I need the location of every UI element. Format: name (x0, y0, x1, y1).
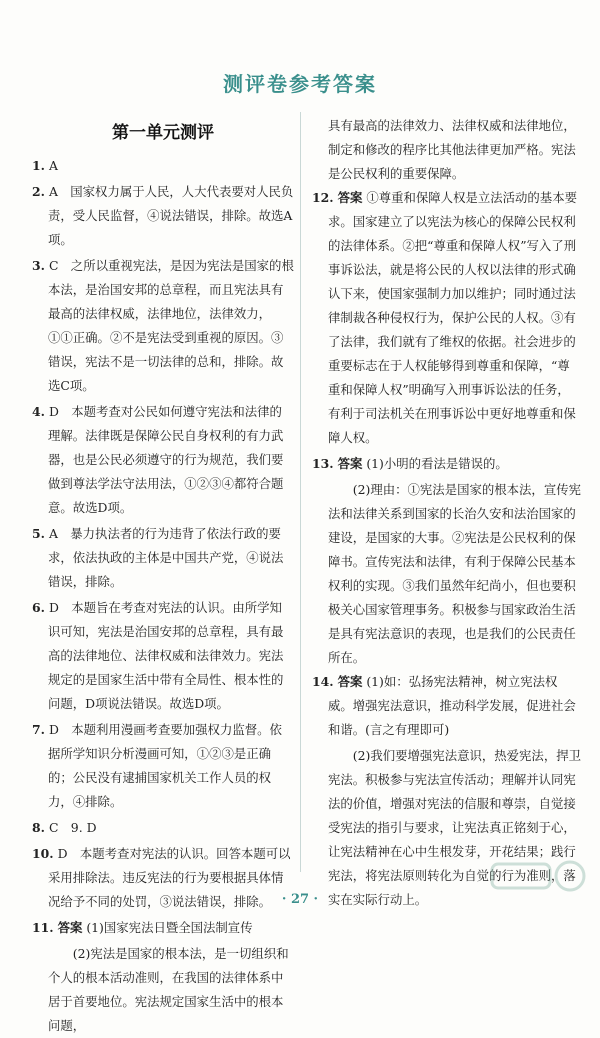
question-number: 12. (312, 190, 334, 205)
answer-label: 答案 (57, 920, 83, 935)
question-number: 11. (32, 920, 54, 935)
question-number: 6. (32, 600, 45, 615)
question-number: 4. (32, 404, 45, 419)
answer-continuation: 具有最高的法律效力、法律权威和法律地位，制定和修改的程序比其他法律更加严格。宪法是公民权利的重要保障。 (328, 118, 576, 181)
answer-item (32, 180, 294, 252)
answer-text: (1)国家宪法日暨全国法制宣传 (86, 920, 253, 935)
answer-text: C 之所以重视宪法，是因为宪法是国家的根本法，是治国安邦的总章程，而且宪法具有最高的法律权威，法律地位，法律效力，①①正确。②不是宪法受到重视的原因。③错误，宪法不是一切法律的总和，排除。故选C项。 (48, 258, 294, 393)
answer-text: C 9. D (48, 820, 97, 835)
answer-item (32, 816, 294, 840)
page-title: 测评卷参考答案 (223, 72, 377, 96)
answer-text: A 暴力执法者的行为违背了依法行政的要求，依法执政的主体是中国共产党，④说法错误，排除。 (48, 526, 284, 589)
answer-item (32, 596, 294, 716)
question-number: 1. (32, 158, 45, 173)
answer-paragraph: (2)宪法是国家的根本法，是一切组织和个人的根本活动准则，在我国的法律体系中居于首要地位。宪法规定国家生活中的根本问题， (48, 946, 289, 1033)
answer-label: 答案 (337, 190, 363, 205)
answer-item (32, 916, 294, 940)
answer-text: (1)如：弘扬宪法精神，树立宪法权威。增强宪法意识，推动科学发展，促进社会和谐。(言之有理即可) (328, 674, 576, 737)
answer-item (32, 522, 294, 594)
answer-label: 答案 (337, 456, 363, 471)
answer-text: D 本题利用漫画考查要加强权力监督。依据所学知识分析漫画可知，①②③是正确的；公民没有逮捕国家机关工作人员的权力，④排除。 (48, 722, 282, 809)
question-number: 5. (32, 526, 45, 541)
answer-paragraph: (2)理由：①宪法是国家的根本法，宣传宪法和法律关系到国家的长治久安和法治国家的建设，是国家的大事。②宪法是公民权利的保障书。宣传宪法和法律，有利于保障公民基本权利的实现。③我们虽然年纪尚小，但也要积极关心国家管理事务。积极参与国家政治生活是具有宪法意识的表现，也是我们的公民责任所在。 (328, 482, 581, 665)
answer-text: (1)小明的看法是错误的。 (366, 456, 508, 471)
answer-text: ①尊重和保障人权是立法活动的基本要求。国家建立了以宪法为核心的保障公民权利的法律体系。②把“尊重和保障人权”写入了刑事诉讼法，就是将公民的人权以法律的形式确认下来，使国家强制力加以维护；同时通过法律制裁各种侵权行为，保护公民的人权。③有了法律，我们就有了维权的依据。社会进步的重要标志在于人权能够得到尊重和保障，“尊重和保障人权”明确写入刑事诉讼法的任务，有利于司法机关在刑事诉讼中更好地尊重和保障人权。 (328, 190, 577, 445)
answer-text: D 本题考查对公民如何遵守宪法和法律的理解。法律既是保障公民自身权利的有力武器，也是公民必须遵守的行为规范，我们要做到尊法学法守法用法，①②③④都符合题意。故选D项。 (48, 404, 284, 515)
question-number: 13. (312, 456, 334, 471)
answer-item (32, 254, 294, 398)
answer-item (32, 400, 294, 520)
answer-item (312, 670, 582, 742)
right-column (312, 114, 582, 912)
page-number: · 27 · (281, 892, 319, 907)
question-number: 7. (32, 722, 45, 737)
question-number: 2. (32, 184, 45, 199)
unit-title: 第一单元测评 (112, 123, 214, 143)
answer-item (32, 718, 294, 814)
question-number: 8. (32, 820, 45, 835)
answer-paragraph: (2)我们要增强宪法意识，热爱宪法，捍卫宪法。积极参与宪法宣传活动；理解并认同宪法的价值，增强对宪法的信服和尊崇，自觉接受宪法的指引与要求，让宪法真正铭刻于心，让宪法精神在心中生根发芽，开花结果；践行宪法，将宪法原则转化为自觉的行为准则，落实在实际行动上。 (328, 748, 581, 907)
answer-item (32, 154, 294, 178)
question-number: 14. (312, 674, 334, 689)
answer-text: A (48, 158, 58, 173)
answer-text: D 本题考查对宪法的认识。回答本题可以采用排除法。违反宪法的行为要根据具体情况给予不同的处罚，③说法错误，排除。 (48, 846, 291, 909)
answer-item (312, 186, 582, 450)
column-divider (300, 112, 301, 872)
question-number: 3. (32, 258, 45, 273)
answer-text: A 国家权力属于人民，人大代表要对人民负责，受人民监督，④说法错误，排除。故选A项。 (48, 184, 294, 247)
watermark-logo (486, 858, 590, 914)
answer-item (312, 452, 582, 476)
answer-label: 答案 (337, 674, 363, 689)
answer-text: D 本题旨在考查对宪法的认识。由所学知识可知，宪法是治国安邦的总章程，具有最高的法律地位、法律权威和法律效力。宪法规定的是国家生活中带有全局性、根本性的问题，D项说法错误。故选D项。 (48, 600, 284, 711)
question-number: 10. (32, 846, 54, 861)
